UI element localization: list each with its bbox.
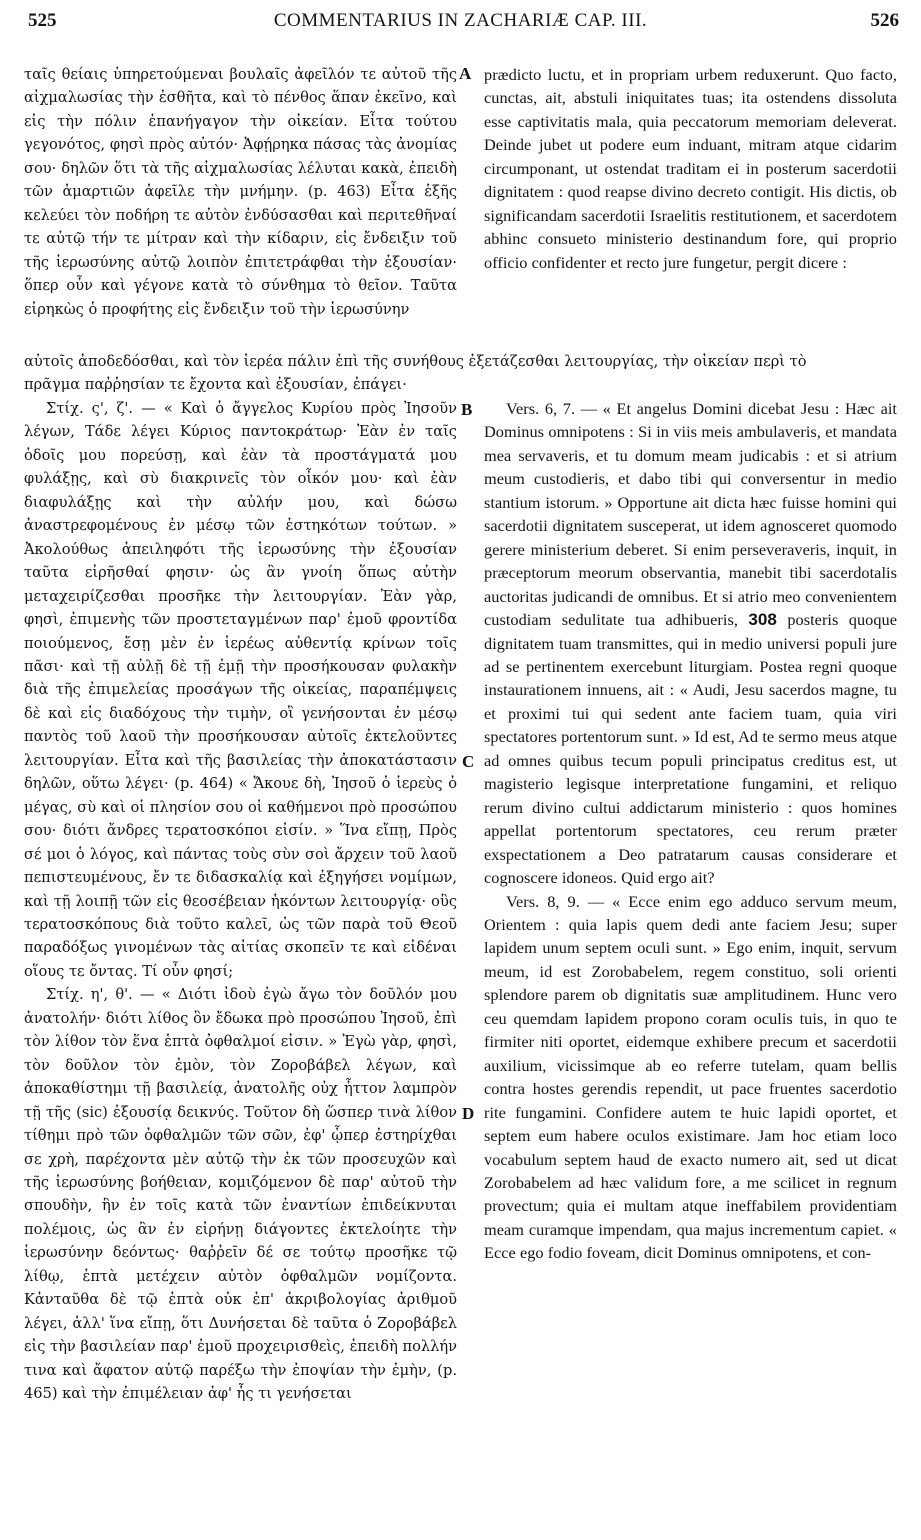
running-title: COMMENTARIUS IN ZACHARIÆ CAP. III. [273,10,648,31]
page-number-right: 526 [870,10,899,31]
latin-column-top [484,63,897,347]
section-marker-c: C [462,752,475,771]
greek-column-main [24,397,457,1533]
greek-column-top [24,63,457,347]
page-number-left: 525 [28,10,57,31]
latin-paragraph-part-b: posteris quoque dignitatem tuam transmittes, qui in medio universi populi jure ad se pertinentem exercebunt liturgiam. Postea regni quoque instaurationem innuens, ait : « Audi, Jesu sacerdos magne, tu et proximi tui qui sedent ante faciem tuam, quia viri spectatores portentorum sunt. » Id est, Ad te sermo meus atque ad omnes quibus tecum populi principatus creditus est, ut magisterio legisque interpretatione fungamini, et reliquo rerum divino cultui addictarum ministerio : quos homines appellat portentorum spectatores, ceu rerum præter exspectationem a Deo patratarum causas considerare et cognoscere idoneos. Quid ergo ait? [484,610,897,888]
running-header [0,6,921,38]
greek-paragraph: ταῖς θείαις ὑπηρετούμεναι βουλαῖς ἀφεῖλόν τε αὐτοῦ τῆς αἰχμαλωσίας τὴν ἐσθῆτα, καὶ τὸ πένθος ἅπαν ἐκεῖνο, καὶ εἰς τὴν πόλιν ἐπανήγαγον τὴν οἰκείαν. Εἶτα τούτου γεγονότος, φησὶ πρὸς αὐτόν· Ἀφῄρηκα πάσας τὰς ἀνομίας σου· δηλῶν ὅτι τὰ τῆς αἰχμαλωσίας λέλυται κακὰ, ἐπειδὴ τῶν ἁμαρτιῶν ἀφεῖλε τὴν μνήμην. (p. 463) Εἶτα ἑξῆς κελεύει τὸν ποδήρη τε αὐτὸν ἐνδύσασθαι καὶ περιτεθῆναί τε αὐτῷ τήν τε μίτραν καὶ τὴν κίδαριν, εἰς ἔνδειξιν τοῦ τῆς ἱερωσύνης αὐτῷ λοιπὸν ἐπιτετράφθαι τὴν ἐξουσίαν· ὅπερ οὖν καὶ γέγονε κατὰ τὸ σύνθημα τὸ θεῖον. Ταῦτα εἰρηκὼς ὁ προφήτης εἰς ἔνδειξιν τοῦ τὴν ἱερωσύνην [24,66,457,318]
greek-full-width-lines [24,350,897,398]
section-marker-a: A [459,64,472,83]
latin-paragraph-vers-8-9: Vers. 8, 9. — « Ecce enim ego adduco servum meum, Orientem : quia lapis quem dedi ante faciem Jesu; super lapidem unum septem oculi sunt. » Ego enim, inquit, servum meum, id est Zorobabelem, regem constituo, soli orienti splendore parem ob dignitatis suæ amplitudinem. Hunc vero ceu quemdam lapidem propono coram oculis tuis, in quo te firmiter niti oportet, eidemque exhibere precum et sacerdotii auxilium, vicissimque ab eo referre tutelam, quam bellis contra hostes gerendis rependit, ut pace fruentes sacerdotio rite fungamini. Confidere autem te huic lapidi oportet, et septem eum habere oculos existimare. Jam hoc etiam loco vocabulum septem haud de exacto numero ait, sed ut dicat Zorobabelem ad hæc validum fore, a me scilicet in regnum provectum; quia ei multam atque ineffabilem providentiam meam curamque impendam, qua majus incrementum capiet. « Ecce ego fodio foveam, dicit Dominus omnipotens, et con- [484,891,897,1263]
latin-paragraph-vers-6-7 [484,397,897,890]
latin-column-main [484,397,897,1533]
greek-full-line-2: πρᾶγμα παῤῥησίαν τε ἔχοντα καὶ ἐξουσίαν, ἐπάγει· [24,376,407,394]
column-number: 308 [748,610,777,630]
section-marker-d: D [462,1104,475,1123]
latin-paragraph-part-a: Vers. 6, 7. — « Et angelus Domini dicebat Jesu : Hæc ait Dominus omnipotens : Si in viis meis ambulaveris, et mandata mea servaveris, et tu domum meam judicabis : et si atrium meum custodieris, et dabo tibi qui conversentur in medio stantium istorum. » Opportune ait dicta hæc fuisse homini qui sacerdotii dignitatem susceperat, ut idem agnosceret quomodo gerere ministerium deberet. Si enim perseveraveris, inquit, in præceptorum meorum observantia, manebit tibi sacerdotalis auctoritas judicandi de omnibus. Et si atrio meo convenientem custodiam sedulitate tua adhibueris, [484,399,897,630]
latin-paragraph: prædicto luctu, et in propriam urbem reduxerunt. Quo facto, cunctas, ait, abstuli iniquitates tuas; ita ostendens dissoluta esse captivitatis mala, quia peccatorum memoriam deleverat. Deinde jubet ut podere eum induant, mitram atque cidarim circumponant, ut ostendat traditam ei in posterum sacerdotii dignitatem : quod reapse divino decreto contigit. His dictis, ob significandam sacerdotii Israelitis restitutionem, et sacerdotem abhinc consueto ministerio destinandum fore, qui proprio officio confidenter et recto jure fungetur, pergit dicere : [484,65,897,272]
greek-full-line-1: αὐτοῖς ἀποδεδόσθαι, καὶ τὸν ἱερέα πάλιν ἐπὶ τῆς συνήθους ἐξετάζεσθαι λειτουργίας, τὴν οἰκείαν περὶ τὸ [24,353,807,370]
greek-paragraph-vers-6-7: Στίχ. ς', ζ'. — « Καὶ ὁ ἄγγελος Κυρίου πρὸς Ἰησοῦν λέγων, Τάδε λέγει Κύριος παντοκράτωρ· Ἐὰν ἐν ταῖς ὁδοῖς μου πορεύσῃ, καὶ ἐὰν τὰ προστάγματά μου φυλάξῃς, καὶ σὺ διακρινεῖς τὸν οἶκόν μου· καὶ ἐὰν διαφυλάξῃς καὶ τὴν αὐλήν μου, καὶ δώσω ἀναστρεφομένους ἐν μέσῳ τῶν ἑστηκότων τούτων. » Ἀκολούθως ἀπειληφότι τῆς ἱερωσύνης τὴν ἐξουσίαν ταῦτα εἰρῆσθαί φησιν· ὡς ἂν γνοίη ὅπως αὐτὴν μεταχειρίζεσθαι προσῆκε τὴν λειτουργίαν. Ἐὰν γὰρ, φησὶ, ἐπιμενὴς τῶν προστεταγμένων παρ' ἐμοῦ φροντίδα ποιούμενος, ἔσῃ μὲν ἐν ἱερέως αὐθεντίᾳ κρίνων τοῖς πᾶσι· καὶ τῇ αὐλῇ δὲ τῇ ἐμῇ τὴν προσήκουσαν φυλακὴν διὰ τῆς ἐπιμελείας προσάγων τῆς οἰκείας, παραπέμψεις δὲ καὶ εἰς διαδόχους τὴν τιμὴν, οἳ γενήσονται ἐν μέσῳ παντὸς τοῦ λαοῦ τὴν προσήκουσαν αὐτοῖς ἐκτελοῦντες λειτουργίαν. Εἶτα καὶ τῆς βασιλείας τὴν ἀποκατάστασιν δηλῶν, οὕτω λέγει· (p. 464) « Ἄκουε δὴ, Ἰησοῦ ὁ ἱερεὺς ὁ μέγας, σὺ καὶ οἱ πλησίον σου οἱ καθήμενοι πρὸ προσώπου σου· διότι ἄνδρες τερατοσκόποι εἰσίν. » Ἵνα εἴπῃ, Πρὸς σέ μοι ὁ λόγος, καὶ πάντας τοὺς σὺν σοὶ ἄρχειν τοῦ λαοῦ πεπιστευμένους, ἔν τε διδασκαλίᾳ καὶ ἐξηγήσει νομίμων, καὶ τῇ λοιπῇ τῶν εἰς θεοσέβειαν ἡκόντων λειτουργίᾳ· οὓς τερατοσκόπους διὰ τοῦτο καλεῖ, ὡς τῶν παρὰ τοῦ Θεοῦ παραδόξως γινομένων τὰς αἰτίας σκοπεῖν τε καὶ εἰδέναι οἵους τε ὄντας. Τί οὖν φησί; [24,400,457,980]
greek-paragraph-vers-8-9: Στίχ. η', θ'. — « Διότι ἰδοὺ ἐγὼ ἄγω τὸν δοῦλόν μου ἀνατολήν· διότι λίθος ὃν ἔδωκα πρὸ προσώπου Ἰησοῦ, ἐπὶ τὸν λίθον τὸν ἕνα ἑπτὰ ὀφθαλμοί εἰσιν. » Ἐγὼ γὰρ, φησὶ, τὸν δοῦλον τὸν ἐμὸν, τὸν Ζοροβάβελ λέγων, καὶ ἀποκαθίστημι τῇ βασιλείᾳ, ἀνατολῆς οὐχ ἧττον λαμπρὸν τῇ τῆς (sic) ἐξουσίᾳ δεικνύς. Τοῦτον δὴ ὥσπερ τινὰ λίθον τίθημι πρὸ τῶν ὀφθαλμῶν τῶν σῶν, ἐφ' ᾧπερ ἐστηρίχθαι σε χρὴ, παρέχοντα μὲν αὐτῷ τὴν ἐκ τῶν προσευχῶν καὶ τῆς ἱερωσύνης βοήθειαν, κομιζόμενον δὲ παρ' αὐτοῦ τὴν σπουδὴν, ἣν ἐν τοῖς κατὰ τῶν ἐναντίων ἐπιδείκνυται πολέμοις, ὡς ἂν ἐν εἰρήνῃ διάγοντες ἐκτελοίητε τὴν ἱερωσύνην δεόντως· θαῤῥεῖν δέ σε τούτῳ προσῆκε τῷ λίθῳ, ἑπτὰ μετέχειν αὐτὸν ὀφθαλμῶν νομίζοντα. Κἀνταῦθα δὲ τῷ ἑπτὰ οὐκ ἐπ' ἀκριβολογίας ἀριθμοῦ λέγει, ἀλλ' ἵνα εἴπῃ, ὅτι Δυνήσεται δὲ ταῦτα ὁ Ζοροβάβελ εἰς τὴν βασιλείαν παρ' ἐμοῦ προχειρισθεὶς, ἐπειδὴ πολλήν τινα καὶ ἄφατον αὐτῷ παρέξω τὴν ἐποψίαν τὴν ἐμὴν, (p. 465) καὶ τὴν ἐπιμέλειαν ἀφ' ἧς τι γενήσεται [24,986,457,1403]
section-marker-b: B [461,400,473,419]
